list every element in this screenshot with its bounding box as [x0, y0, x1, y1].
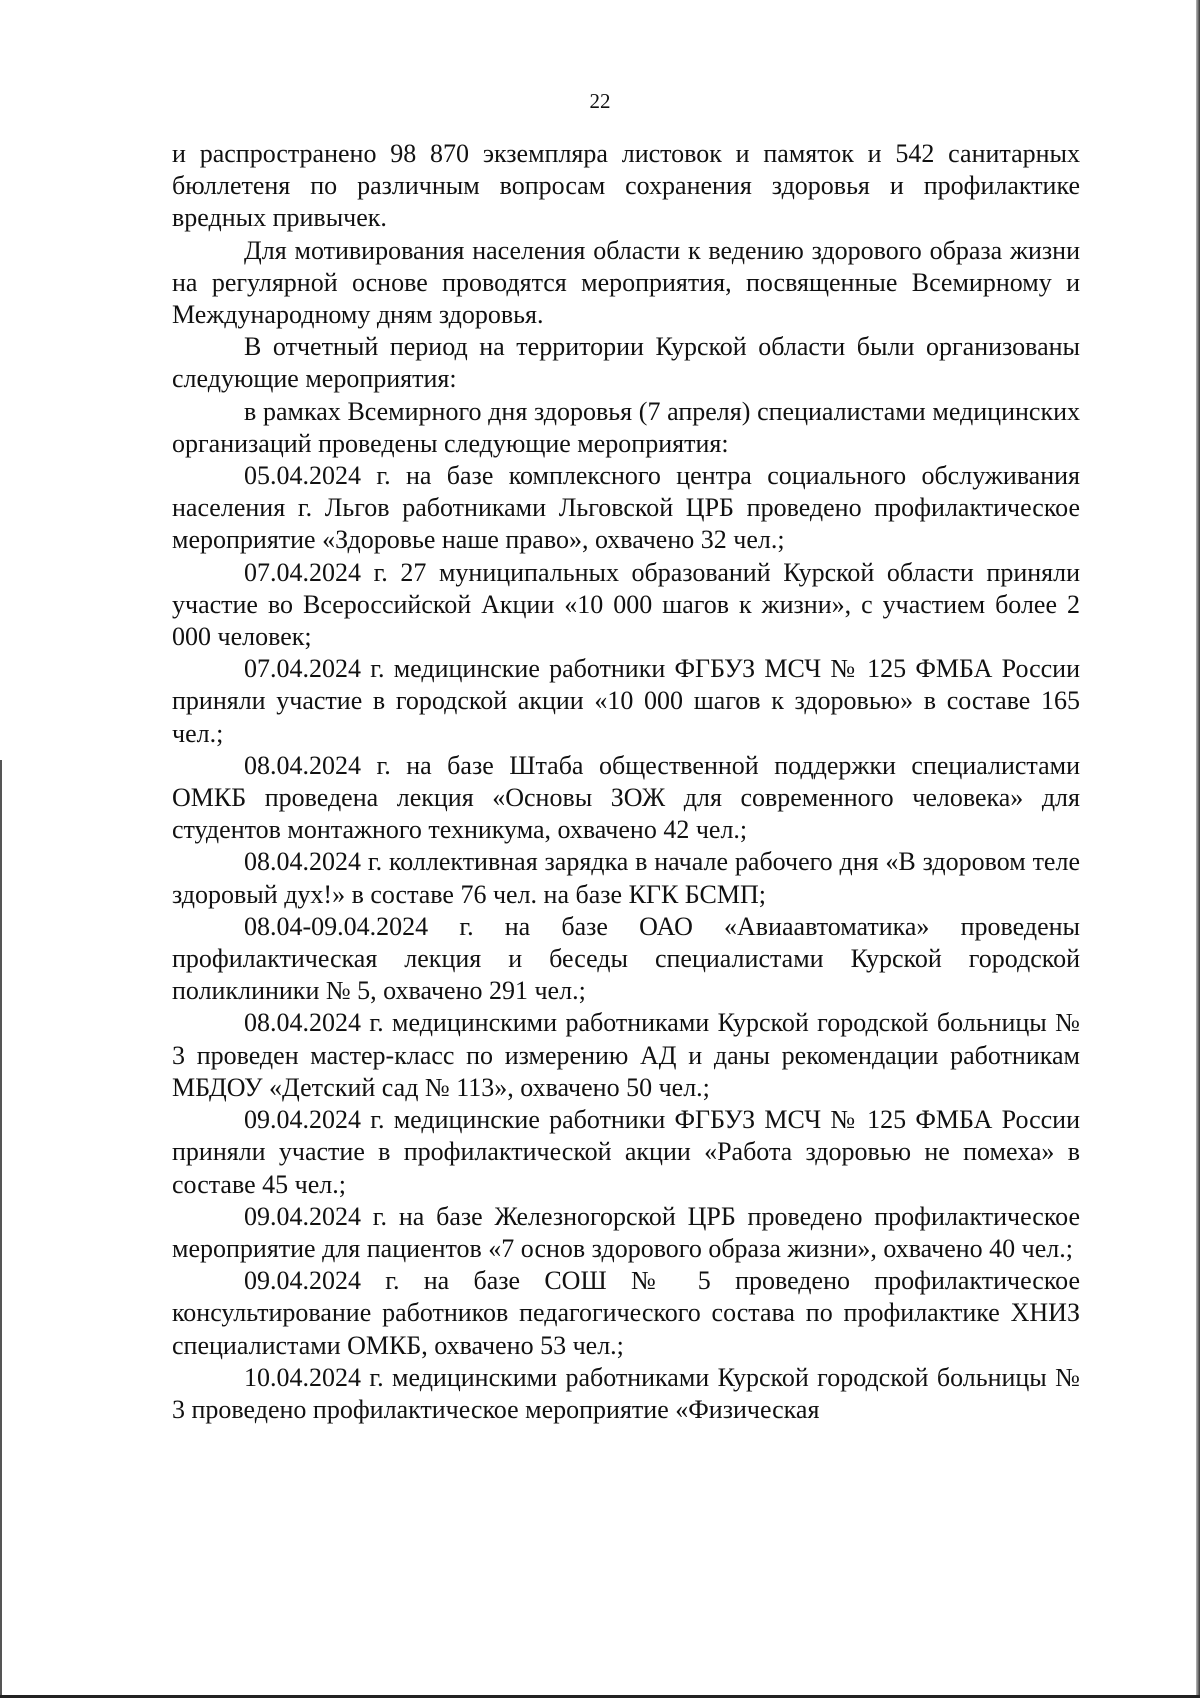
paragraph: 08.04.2024 г. коллективная зарядка в начале рабочего дня «В здоровом теле здоровый дух!» в составе 76 чел. на базе КГК БСМП;: [172, 847, 1080, 909]
scan-edge-right: [1196, 0, 1200, 1698]
paragraph: 08.04.2024 г. медицинскими работниками Курской городской больницы № 3 проведен мастер-класс по измерению АД и даны рекомендации работникам МБДОУ «Детский сад № 113», охвачено 50 чел.;: [172, 1008, 1080, 1102]
paragraph: 07.04.2024 г. медицинские работники ФГБУЗ МСЧ № 125 ФМБА России приняли участие в городской акции «10 000 шагов к здоровью» в составе 165 чел.;: [172, 654, 1080, 748]
paragraph: в рамках Всемирного дня здоровья (7 апреля) специалистами медицинских организаций проведены следующие мероприятия:: [172, 396, 1080, 458]
paragraph: 08.04.2024 г. на базе Штаба общественной поддержки специалистами ОМКБ проведена лекция «Основы ЗОЖ для современного человека» для студентов монтажного техникума, охвачено 42 чел.;: [172, 750, 1080, 845]
paragraph: В отчетный период на территории Курской области были организованы следующие мероприятия:: [172, 332, 1080, 394]
paragraph: 05.04.2024 г. на базе комплексного центра социального обслуживания населения г. Льгов работниками Льговской ЦРБ проведено профилактическое мероприятие «Здоровье наше право», охвачено 32 чел.;: [172, 461, 1080, 555]
paragraph: 09.04.2024 г. на базе Железногорской ЦРБ проведено профилактическое мероприятие для пациентов «7 основ здорового образа жизни», охвачено 40 чел.;: [172, 1201, 1080, 1263]
paragraph: 08.04-09.04.2024 г. на базе ОАО «Авиаавтоматика» проведены профилактическая лекция и беседы специалистами Курской городской поликлиники № 5, охвачено 291 чел.;: [172, 911, 1080, 1006]
scan-edge-left: [0, 760, 2, 1698]
paragraph: Для мотивирования населения области к ведению здорового образа жизни на регулярной основе проводятся мероприятия, посвященные Всемирному и Международному дням здоровья.: [172, 235, 1080, 330]
paragraph: и распространено 98 870 экземпляра листовок и памяток и 542 санитарных бюллетеня по различным вопросам сохранения здоровья и профилактике вредных привычек.: [172, 139, 1080, 233]
page-number: 22: [589, 89, 611, 113]
paragraph: 07.04.2024 г. 27 муниципальных образований Курской области приняли участие во Всероссийской Акции «10 000 шагов к жизни», с участием более 2 000 человек;: [172, 557, 1080, 652]
paragraph: 09.04.2024 г. на базе СОШ № 5 проведено профилактическое консультирование работников педагогического состава по профилактике ХНИЗ специалистами ОМКБ, охвачено 53 чел.;: [172, 1266, 1080, 1360]
document-body: [172, 138, 1080, 1426]
paragraph: 10.04.2024 г. медицинскими работниками Курской городской больницы № 3 проведено профилактическое мероприятие «Физическая: [172, 1362, 1080, 1424]
paragraph: 09.04.2024 г. медицинские работники ФГБУЗ МСЧ № 125 ФМБА России приняли участие в профилактической акции «Работа здоровью не помеха» в составе 45 чел.;: [172, 1105, 1080, 1199]
